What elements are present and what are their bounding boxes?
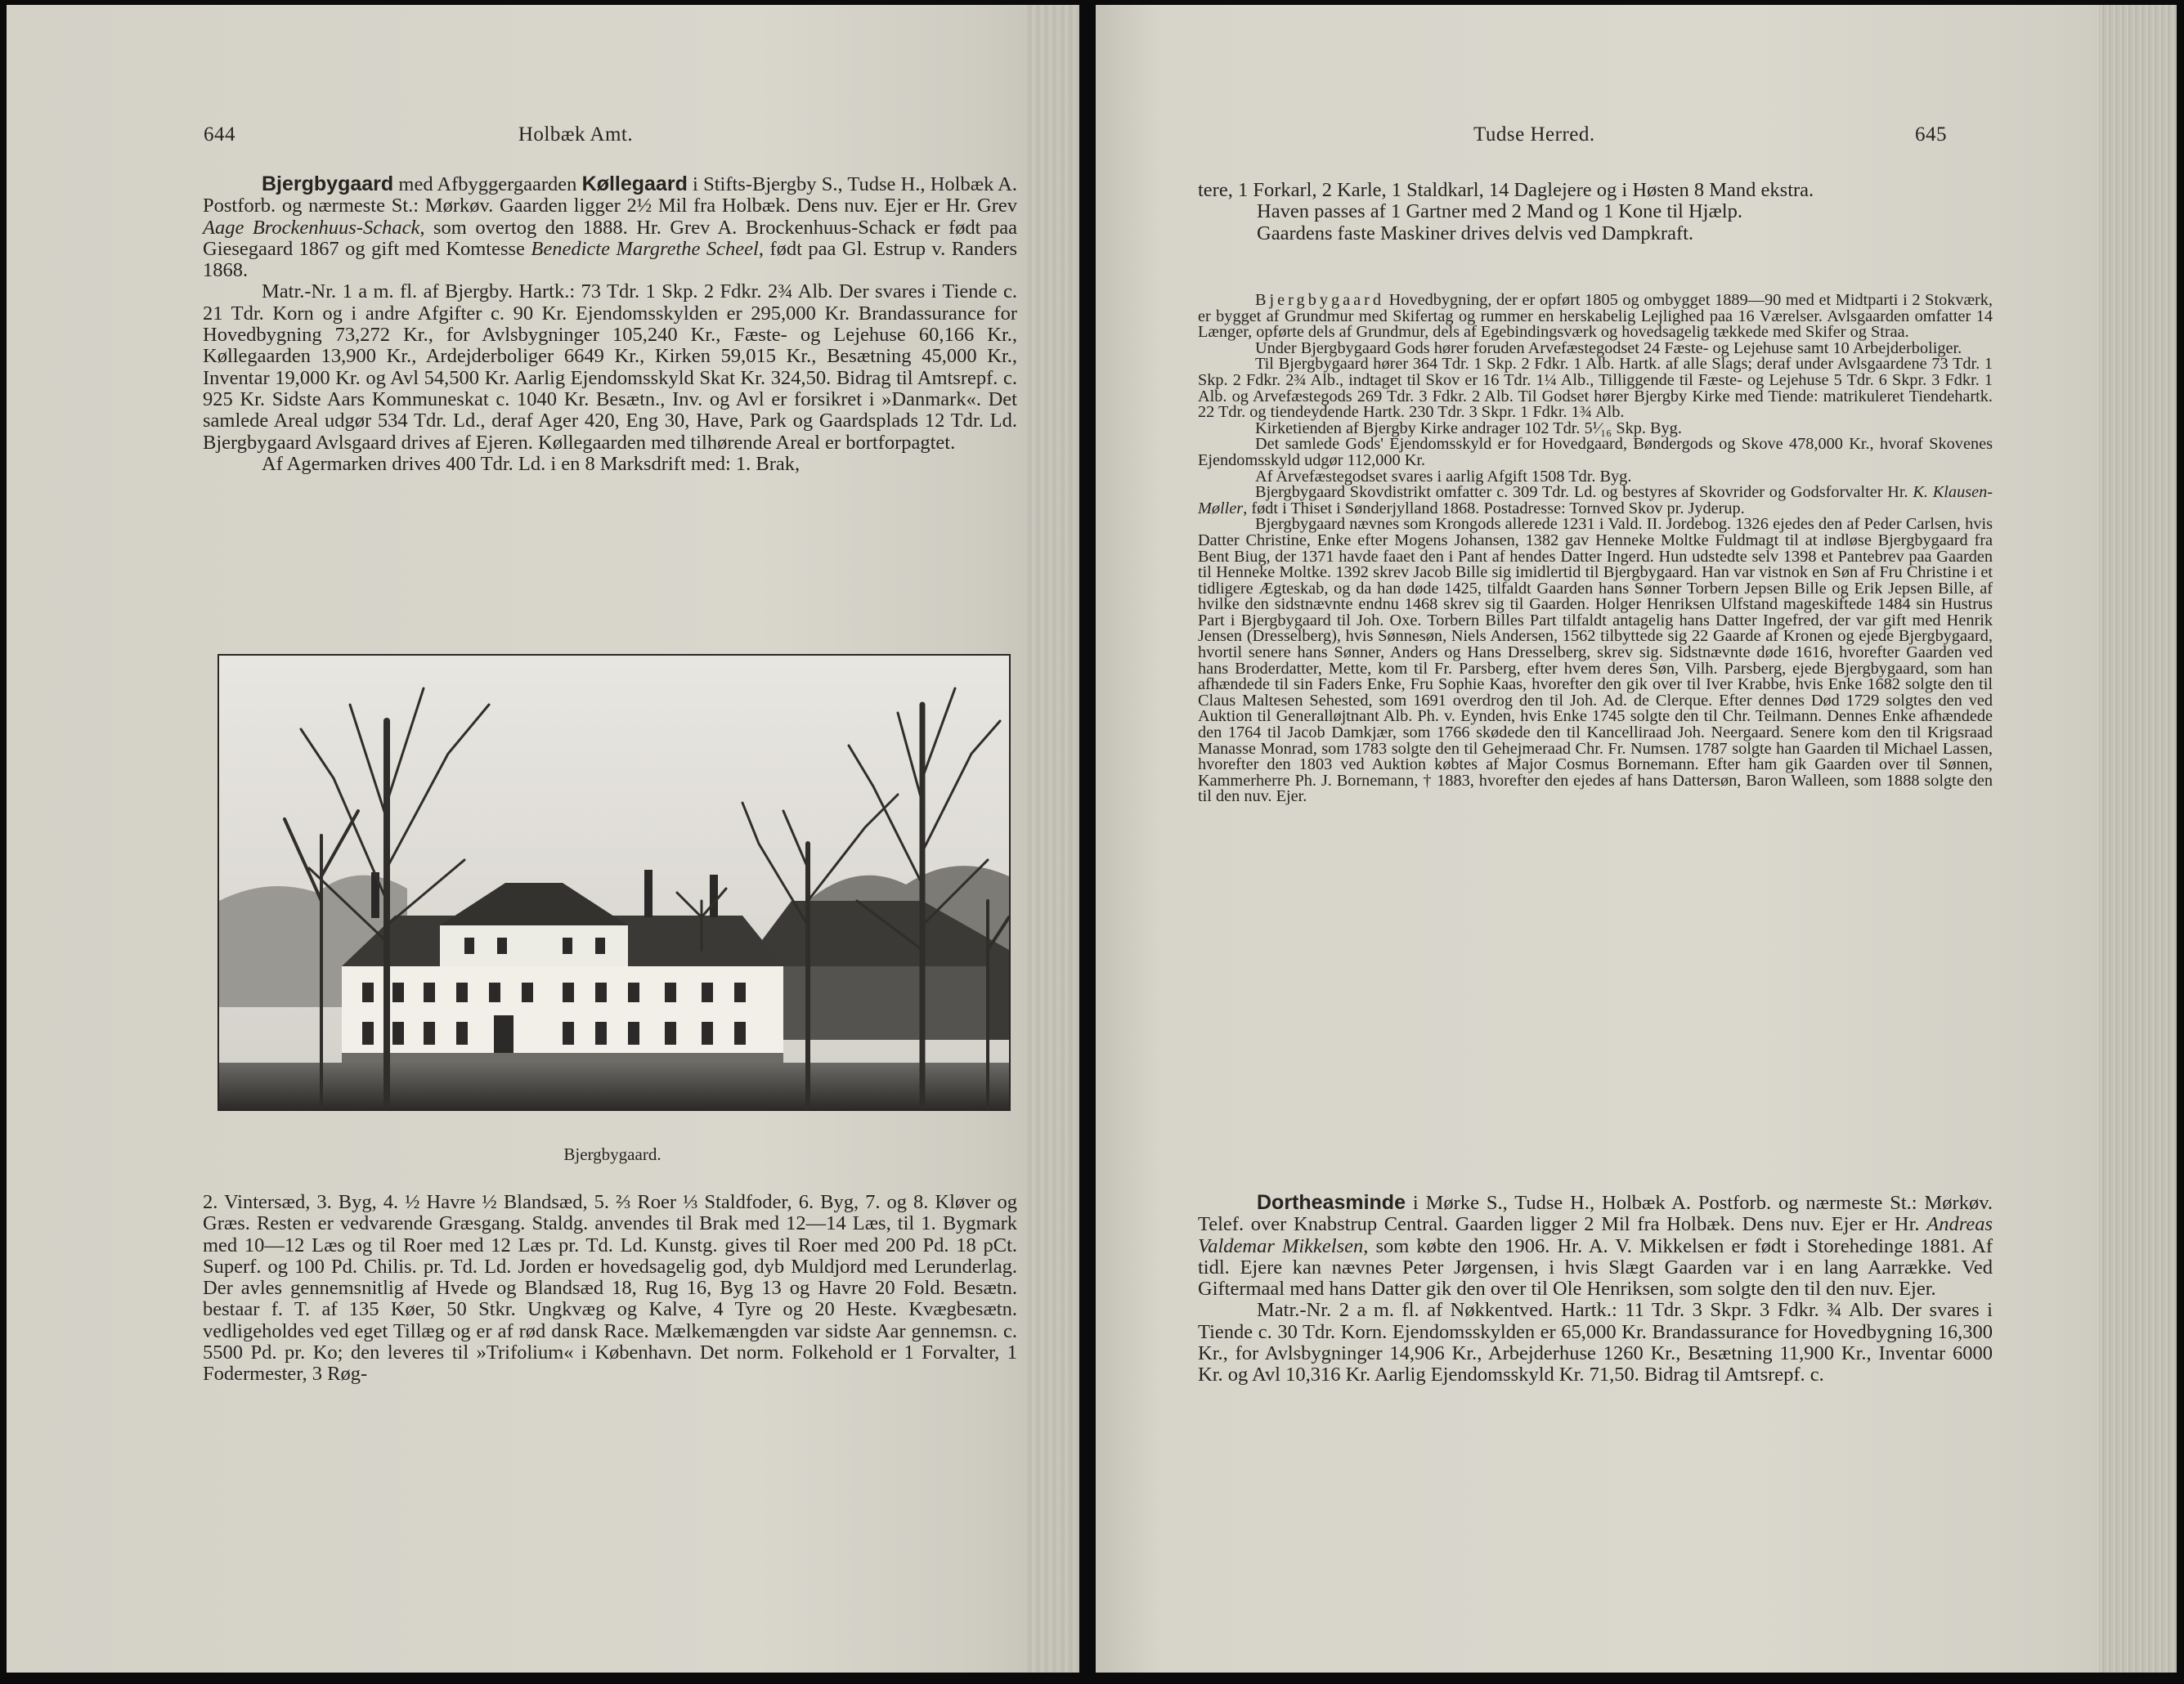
farm-operations-paragraph: 2. Vintersæd, 3. Byg, 4. ½ Havre ½ Blandsæd, 5. ⅔ Roer ⅓ Staldfoder, 6. Byg, 7. og 8. Kløver og Græs. Resten er vedvarende Græsgang. Staldg. anvendes til Brak med 12—14 Læs, til 1. Bygmark med 10—12 Læs og til Roer med 12 Læs pr. Td. Ld. Kunstg. gives til Roer med 200 Pd. 18 pCt. Superf. og 100 Pd. Chilis. pr. Td. Ld. Jorden er hovedsagelig god, dyb Muldjord med Lerunderlag. Der avles gennemsnitlig af Hvede og Blandsæd 18, Rug 16, Byg 13 og Havre 20 Fold. Besætn. bestaar f. T. af 135 Køer, 50 Stkr. Ungkvæg og Kalve, 4 Tyre og 20 Heste. Kvægbesætn. vedligeholdes ved eget Tillæg og er af rød dansk Race. Mælkemængden var sidste Aar gennemsn. c. 5500 Pd. pr. Ko; den leveres til »Trifolium« i København. Det norm. Folkehold er 1 Forvalter, 1 Fodermester, 3 Røg- xyxy=(203,1191,1017,1386)
entry2-intro-paragraph: Dortheasminde i Mørke S., Tudse H., Holbæk A. Postforb. og nærmeste St.: Mørkøv. Telef. over Knabstrup Central. Gaarden ligger 2 Mil fra Holbæk. Dens nuv. Ejer er Hr. Andreas Valdemar Mikkelsen, som købte den 1906. Hr. A. V. Mikkelsen er født i Storehedinge 1881. Af tidl. Ejere kan nævnes Peter Jørgensen, i hvis Slægt Gaarden var i en lang Aarrække. Ved Giftermaal med hans Datter gik den over til Ole Henriksen, som solgte den til den nuv. Ejer. xyxy=(1198,1191,1993,1301)
property-details-paragraph: Matr.-Nr. 1 a m. fl. af Bjergby. Hartk.: 73 Tdr. 1 Skp. 2 Fdkr. 2¾ Alb. Der svares i Tiende c. 21 Tdr. Korn og i andre Afgifter c. 90 Kr. Ejendomsskylden er 295,000 Kr. Brandassurance for Hovedbygning 73,272 Kr., for Avlsbygninger 105,240 Kr., Fæste- og Lejehuse 60,166 Kr., Køllegaarden 13,900 Kr., Ardejderboliger 6649 Kr., Kirken 59,015 Kr., Besætning 45,000 Kr., Inventar 19,000 Kr. og Avl 54,500 Kr. Aarlig Ejendomsskyld Skat Kr. 324,50. Bidrag til Amtsrepf. c. 925 Kr. Sidste Aars Kommuneskat c. 1040 Kr. Besætn., Inv. og Avl er forsikret i »Danmark«. Det samlede Areal udgør 534 Tdr. Ld., deraf Ager 420, Eng 30, Have, Park og Gaardsplads 12 Tdr. Ld. Bjergbygaard Avlsgaard drives af Ejeren. Køllegaarden med tilhørende Areal er bortforpagtet. xyxy=(203,280,1017,454)
hartkorn-paragraph: Til Bjergbygaard hører 364 Tdr. 1 Skp. 2 Fdkr. 1 Alb. Hartk. af alle Slags; deraf under Avlsgaardene 73 Tdr. 1 Skp. 2 Fdkr. 2¾ Alb., indtaget til Skov er 16 Tdr. 1¼ Alb., Tilliggende til Fæste- og Lejehuse 5 Tdr. 6 Skpr. 3 Fdkr. 1 Alb. og Arvefæstegods 269 Tdr. 3 Fdkr. 2 Alb. Til Godset hører Bjergby Kirke med Tiende: matrikuleret Tiendehartk. 22 Tdr. og tiendeydende Hartk. 230 Tdr. 3 Skpr. 1 Fdkr. 1¾ Alb. xyxy=(1198,355,1993,422)
entry2-title: Dortheasminde xyxy=(1257,1191,1406,1214)
running-head-right: Tudse Herred. xyxy=(1473,123,1595,146)
staff-paragraph: tere, 1 Forkarl, 2 Karle, 1 Staldkarl, 14 Daglejere og i Høsten 8 Mand ekstra. xyxy=(1198,179,1814,201)
entry-title: Bjergbygaard xyxy=(262,172,394,195)
manor-photograph xyxy=(218,654,1011,1111)
page-number-right: 645 xyxy=(1915,123,1947,146)
entry-intro-paragraph: Bjergbygaard med Afbyggergaarden Køllegaard i Stifts-Bjergby S., Tudse H., Holbæk A. Postforb. og nærmeste St.: Mørkøv. Gaarden ligger 2½ Mil fra Holbæk. Dens nuv. Ejer er Hr. Grev Aage Brockenhuus-Schack, som overtog den 1888. Hr. Grev A. Brockenhuus-Schack er født paa Giesegaard 1867 og gift med Komtesse Benedicte Margrethe Scheel, født paa Gl. Estrup v. Randers 1868. xyxy=(203,172,1018,282)
manor-house-illustration xyxy=(219,656,1009,1109)
entry2-details-paragraph: Matr.-Nr. 2 a m. fl. af Nøkkentved. Hartk.: 11 Tdr. 3 Skpr. 3 Fdkr. ¾ Alb. Der svares i Tiende c. 30 Tdr. Korn. Ejendomsskylden er 65,000 Kr. Brandassurance for Hovedbygning 16,300 Kr., for Avlsbygninger 14,906 Kr., Arbejderhuse 1260 Kr., Besætning 11,900 Kr., Inventar 6000 Kr. og Avl 10,316 Kr. Aarlig Ejendomsskyld Kr. 71,50. Bidrag til Amtsrepf. c. xyxy=(1198,1299,1993,1386)
valuation-paragraph: Det samlede Gods' Ejendomsskyld er for Hovedgaard, Bøndergods og Skove 478,000 Kr., hvoraf Skovenes Ejendomsskyld udgør 112,000 Kr. xyxy=(1198,435,1993,469)
estate-paragraph: Under Bjergbygaard Gods hører foruden Arvefæstegodset 24 Fæste- og Lejehuse samt 10 Arbejderboliger. xyxy=(1255,338,1962,357)
photo-caption: Bjergbygaard. xyxy=(563,1144,661,1164)
entry-bjergbygaard xyxy=(203,173,1017,475)
running-head-left: Holbæk Amt. xyxy=(518,123,634,146)
entry-dortheasminde xyxy=(1198,1192,1993,1386)
crop-rotation-paragraph: Af Agermarken drives 400 Tdr. Ld. i en 8 Marksdrift med: 1. Brak, xyxy=(262,452,801,475)
ownership-history-paragraph: Bjergbygaard nævnes som Krongods allerede 1231 i Vald. II. Jordebog. 1326 ejedes den af Peder Carlsen, hvis Datter Christine, Enke efter Mogens Johansen, 1382 gav Henneke Moltke Fuldmagt til at indløse Bjergbygaard fra Bent Biug, der 1371 havde faaet den i Pant af hendes Datter Ingerd. Hun udstedte selv 1398 et Pantebrev paa Gaarden til Henneke Moltke. 1392 skrev Jacob Bille sig imidlertid til Bjergbygaard. Han var vistnok en Søn af Fru Christine i et tidligere Ægteskab, og da han døde 1425, tilfaldt Gaarden hans Sønner Torbern Jepsen Bille og Erik Jepsen Bille, af hvilke den sidstnævnte endnu 1468 skrev sig til Gaarden. Holger Henriksen Ulfstand mageskiftede 1484 sin Hustrus Part i Bjergbygaard til Joh. Oxe. Torbern Billes Part tilfaldt antagelig hans Datter Ingefred, der var gift med Henrik Jensen (Dresselberg), hvis Sønnesøn, Niels Andersen, 1562 tilbyttede sig 22 Gaarde af Kronen og ejede Bjergbygaard, hvortil senere hans Sønner, Anders og Hans Dresselberg, skrev sig. Sidstnævnte døde 1616, hvorefter Gaarden ved hans Broderdatter, Mette, kom til Fr. Parsberg, efter hvem deres Søn, Vilh. Parsberg, ejede Bjergbygaard, som han afhændede til sin Faders Enke, Fru Sophie Kaas, hvorefter den gik over til Iver Krabbe, hvis Enke 1682 solgte den til Claus Maltesen Sehested, som 1691 overdrog den til Joh. Ad. de Clerque. Efter dennes Død 1729 solgtes den ved Auktion til Generalløjtnant Alb. Ph. v. Eynden, hvis Enke 1745 solgte den til Chr. Teilmann. Dennes Enke afhændede den 1764 til Jacob Damkjær, som 1766 skødede den til Kancelliraad Joh. Neergaard. Senere kom den til Krigsraad Manasse Monrad, som 1783 solgte den til Gehejmeraad Chr. Fr. Numsen. 1787 solgte han Gaarden til Michael Lassen, hvorefter den 1803 ved Auktion købtes af Major Cosmus Bornemann. Efter ham gik Gaarden over til Sønnen, Kammerherre Ph. J. Bornemann, † 1883, hvorefter den ejedes af hans Dattersøn, Baron Walleen, som 1888 solgte den til den nuv. Ejer. xyxy=(1198,515,1993,806)
forester-name: K. Klausen-Møller xyxy=(1198,483,1993,517)
spouse-name: Benedicte Margrethe Scheel xyxy=(531,237,759,260)
right-page xyxy=(1096,5,2177,1673)
book-edge xyxy=(2099,5,2177,1673)
page-edge-shading xyxy=(1025,5,1079,1673)
entry-subtitle: Køllegaard xyxy=(581,172,688,195)
tithe-paragraph: Kirketienden af Bjergby Kirke andrager 102 Tdr. 5¹⁄₁₆ Skp. Byg. xyxy=(1255,419,1682,437)
left-page xyxy=(7,5,1079,1673)
page-number-left: 644 xyxy=(204,123,235,146)
staff-continuation xyxy=(1198,180,1993,244)
fee-paragraph: Af Arvefæstegodset svares i aarlig Afgift 1508 Tdr. Byg. xyxy=(1255,467,1632,486)
garden-paragraph: Haven passes af 1 Gartner med 2 Mand og 1 Kone til Hjælp. xyxy=(1257,200,1742,223)
forest-district-paragraph: Bjergbygaard Skovdistrikt omfatter c. 309 Tdr. Ld. og bestyres af Skovrider og Godsforvalter Hr. K. Klausen-Møller, født i Thiset i Sønderjylland 1868. Postadresse: Tornved Skov pr. Jyderup. xyxy=(1198,483,1993,517)
buildings-paragraph: Bjergbygaard Hovedbygning, der er opført 1805 og ombygget 1889—90 med et Midtparti i 2 Stokværk, er bygget af Grundmur med Skifertag og rummer en herskabelig Lejlighed paa 16 Værelser. Avlsgaarden omfatter 14 Længer, opførte dels af Grundmur, dels af Egebindingsværk og hovedsagelig tækkede med Skifer og Straa. xyxy=(1198,291,1993,342)
owner-name: Aage Brockenhuus-Schack xyxy=(203,216,420,239)
entry2-owner-name: Andreas Valdemar Mikkelsen xyxy=(1198,1213,1993,1257)
spaced-name: Bjergbygaard xyxy=(1255,291,1385,309)
history-small-print xyxy=(1198,293,1993,805)
crop-rotation-continued xyxy=(203,1192,1017,1386)
machinery-paragraph: Gaardens faste Maskiner drives delvis ved Dampkraft. xyxy=(1257,222,1694,244)
